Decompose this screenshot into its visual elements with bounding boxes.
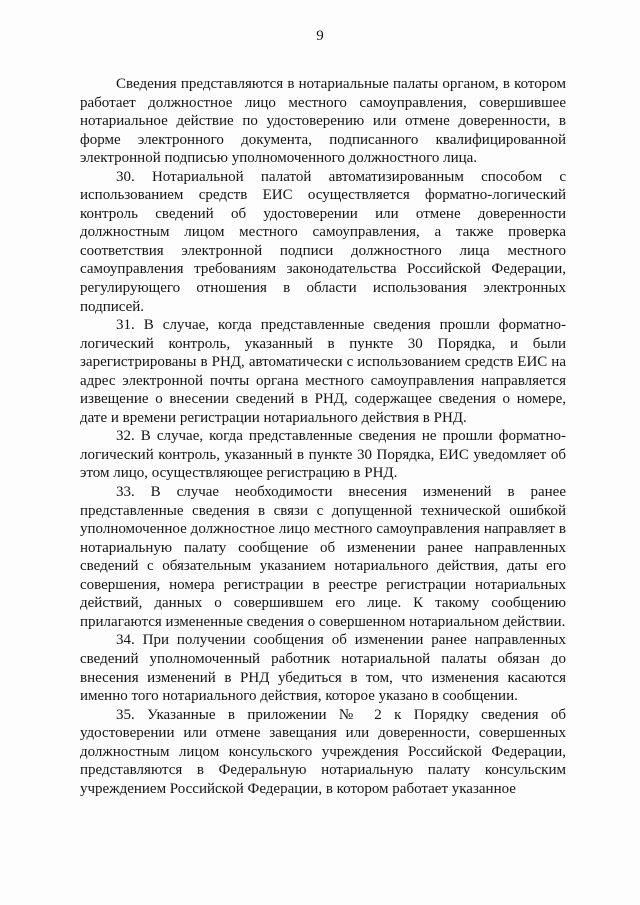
paragraph-34: 34. При получении сообщения об изменении ранее направленных сведений уполномоченный работник нотариальной палаты обязан до внесения изменений в РНД убедиться в том, что изменения касаются именно того нотариального действия, которое указано в сообщении. [80, 632, 566, 705]
paragraph-32: 32. В случае, когда представленные сведения не прошли форматно-логический контроль, указанный в пункте 30 Порядка, ЕИС уведомляет об этом лицо, осуществляющее регистрацию в РНД. [80, 428, 566, 482]
page-number: 9 [316, 28, 324, 44]
paragraph-intro: Сведения представляются в нотариальные палаты органом, в котором работает должностное лицо местного самоуправления, совершившее нотариальное действие по удостоверению или отмене доверенности, в форме электронного документа, подписанного квалифицированной электронной подписью уполномоченного должностного лица. [80, 76, 566, 167]
document-body [80, 75, 566, 798]
paragraph-33: 33. В случае необходимости внесения изменений в ранее представленные сведения в связи с допущенной технической ошибкой уполномоченное должностное лицо местного самоуправления направляет в нотариальную палату сообщение об изменении ранее направленных сведений с обязательным указанием нотариального действия, даты его совершения, номера регистрации в реестре регистрации нотариальных действий, данных о совершившем его лице. К такому сообщению прилагаются измененные сведения о совершенном нотариальном действии. [80, 484, 566, 630]
paragraph-30: 30. Нотариальной палатой автоматизированным способом с использованием средств ЕИС осуществляется форматно-логический контроль сведений об удостоверении или отмене доверенности должностным лицом местного самоуправления, а также проверка соответствия электронной подписи должностного лица местного самоуправления требованиям законодательства Российской Федерации, регулирующего отношения в области использования электронных подписей. [80, 168, 566, 315]
paragraph-31: 31. В случае, когда представленные сведения прошли форматно-логический контроль, указанный в пункте 30 Порядка, и были зарегистрированы в РНД, автоматически с использованием средств ЕИС на адрес электронной почты органа местного самоуправления направляется извещение о внесении сведений в РНД, содержащее сведения о номере, дате и времени регистрации нотариального действия в РНД. [80, 317, 566, 426]
paragraph-35: 35. Указанные в приложении № 2 к Порядку сведения об удостоверении или отмене завещания или доверенности, совершенных должностным лицом консульского учреждения Российской Федерации, представляются в Федеральную нотариальную палату консульским учреждением Российской Федерации, в котором работает указанное [80, 706, 566, 797]
